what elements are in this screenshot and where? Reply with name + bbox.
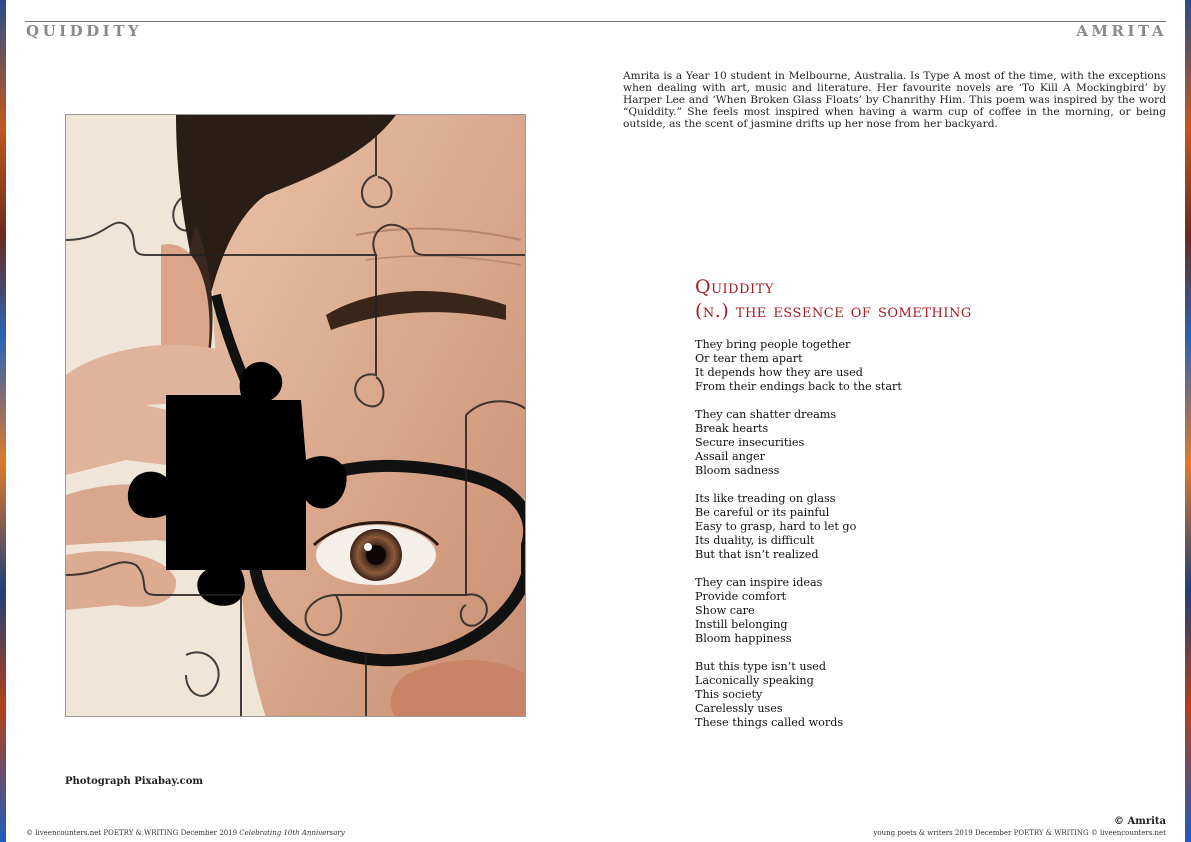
magazine-page [6,0,1185,842]
poem-line: These things called words [695,716,844,729]
header-author-name: AMRITA [1076,22,1167,40]
footer-left [26,829,345,837]
poem-body [695,338,902,744]
poem-stanza [695,408,902,478]
footer-right: young poets & writers 2019 December POETRY & WRITING © liveencounters.net [873,829,1166,837]
poem-line: Secure insecurities [695,436,805,449]
poem-stanza [695,660,902,730]
poem-title-line1: Quiddity [695,276,774,298]
poem-line: Be careful or its painful [695,506,830,519]
right-edge-decoration [1185,0,1191,842]
poem-line: Or tear them apart [695,352,803,365]
photo-caption: Photograph Pixabay.com [65,776,203,787]
poem-line: Assail anger [695,450,765,463]
header-rule [25,21,1166,22]
poem-title-line2: (n.) the essence of something [695,300,972,322]
poem-line: Show care [695,604,755,617]
poem-line: Carelessly uses [695,702,783,715]
poem-line: From their endings back to the start [695,380,902,393]
poem-line: Bloom sadness [695,464,780,477]
poem-line: They can shatter dreams [695,408,837,421]
poem-line: Its like treading on glass [695,492,836,505]
poem-stanza [695,492,902,562]
poem-line: Instill belonging [695,618,788,631]
poem-line: Its duality, is difficult [695,534,815,547]
poem-line: They bring people together [695,338,851,351]
poem-title [695,275,972,323]
poem-line: Provide comfort [695,590,787,603]
poem-line: They can inspire ideas [695,576,823,589]
poem-line: Laconically speaking [695,674,814,687]
puzzle-face-photo [65,114,526,717]
poem-line: Break hearts [695,422,769,435]
poem-stanza [695,576,902,646]
footer-left-anniversary: Celebrating 10th Anniversary [239,829,345,837]
poem-line: But this type isn’t used [695,660,827,673]
poem-line: It depends how they are used [695,366,863,379]
header-section-title: QUIDDITY [26,22,143,40]
poem-line: Easy to grasp, hard to let go [695,520,857,533]
poem-line: This society [695,688,763,701]
copyright-notice: © Amrita [1114,816,1166,827]
footer-left-text: © liveencounters.net POETRY & WRITING December 2019 [26,829,240,837]
poem-line: Bloom happiness [695,632,792,645]
poem-line: But that isn’t realized [695,548,819,561]
author-bio: Amrita is a Year 10 student in Melbourne, Australia. Is Type A most of the time, with the exceptions when dealing with art, music and literature. Her favourite novels are ‘To Kill A Mockingbird’ by Harper Lee and ‘When Broken Glass Floats’ by Chanrithy Him. This poem was inspired by the word “Quiddity.” She feels most inspired when having a warm cup of coffee in the morning, or being outside, as the scent of jasmine drifts up her nose from her backyard. [623,70,1166,130]
poem-stanza [695,338,902,394]
